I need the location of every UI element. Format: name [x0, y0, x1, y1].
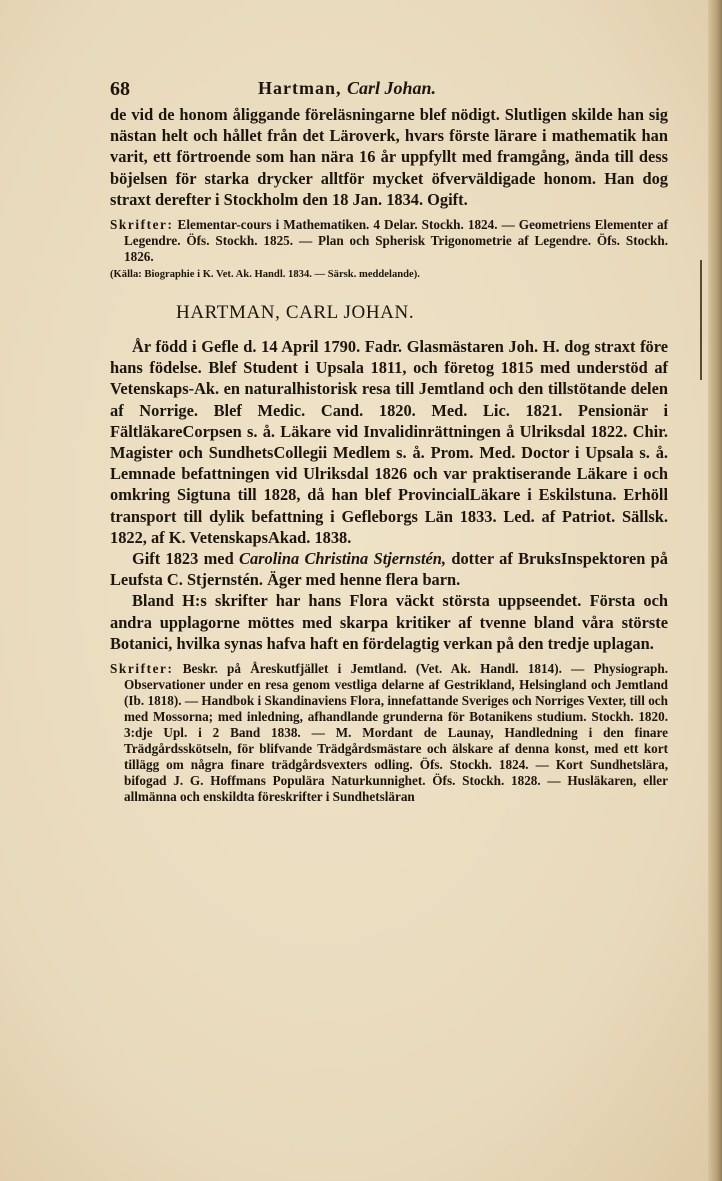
entry-writings: [110, 661, 668, 805]
previous-entry-writings: [110, 217, 668, 265]
entry-paragraph-2: [110, 548, 668, 590]
margin-mark: [700, 260, 702, 380]
entry-paragraph-1: År född i Gefle d. 14 April 1790. Fadr. Glasmästaren Joh. H. dog straxt före hans födelse. Blef Student i Upsala 1811, och företog 1815 med understöd af Vetenskaps-Ak. en naturalhistorisk resa till Jemtland och den tillstötande delen af Norrige. Blef Medic. Cand. 1820. Med. Lic. 1821. Pensionär i FältläkareCorpsen s. å. Läkare vid Invalidinrättningen å Ulriksdal 1822. Chir. Magister och SundhetsCollegii Medlem s. å. Prom. Med. Doctor i Upsala s. å. Lemnade befattningen vid Ulriksdal 1826 och var praktiserande Läkare i och omkring Sigtuna till 1828, då han blef ProvincialLäkare i Eskilstuna. Erhöll transport till dylik befattning i Gefleborgs Län 1833. Led. af Patriot. Sällsk. 1822, af K. VetenskapsAkad. 1838.: [110, 337, 668, 547]
entry-title: HARTMAN, CARL JOHAN.: [176, 302, 415, 324]
previous-entry-body: de vid de honom åliggande föreläsningarne blef nödigt. Slutligen skilde han sig nästan helt och hållet från det Läroverk, hvars förste lärare i mathematik han varit, ett förtroende som han nära 16 år uppfyllt med framgång, ända till dess böjelsen för starka drycker alltför mycket öfverväldigade honom. Han dog straxt derefter i Stockholm den 18 Jan. 1834. Ogift.: [110, 105, 668, 209]
marriage-text: Gift 1823 med: [132, 549, 234, 569]
writings-text: Beskr. på Åreskutfjället i Jemtland. (Vet. Ak. Handl. 1814). — Physiograph. Observationer under en resa genom vestliga delarne af Gestrikland, Helsingland och Jemtland (Ib. 1818). — Handbok i Skandinaviens Flora, innefattande Sveriges och Norriges Vexter, till och med Mossorna; med inledning, afhandlande grunderna för Botanikens studium. Stockh. 1820. 3:dje Upl. i 2 Band 1838. — M. Mordant de Launay, Handledning i den finare Trädgårdsskötseln, för blifvande Trädgårdsmästare och älskare af denna konst, med ett kort tillägg om några finare trädgårdsvexters odling. Öfs. Stockh. 1824. — Kort Sundhetslära, bifogad J. G. Hoffmans Populära Naturkunnighet. Öfs. Stockh. 1828. — Husläkaren, eller allmänna och enskildta föreskrifter i Sundhetsläran: [124, 661, 668, 805]
writings-text: Elementar-cours i Mathematiken. 4 Delar. Stockh. 1824. — Geometriens Elementer af Legendre. Öfs. Stockh. 1825. — Plan och Spherisk Trigonometrie af Legendre. Öfs. Stockh. 1826.: [124, 217, 669, 265]
writings-label: Skrifter:: [110, 217, 174, 233]
spouse-name: Carolina Christina Stjernstén,: [239, 549, 446, 569]
running-surname: Hartman,: [258, 78, 342, 98]
running-header: [110, 70, 668, 104]
marriage-text-cont: dotter af BruksInspektoren på Leufsta C. Stjernstén. Äger med henne flera barn.: [110, 549, 668, 590]
writings-label: Skrifter:: [110, 661, 174, 677]
page-number: 68: [110, 78, 130, 100]
running-title: [258, 78, 436, 99]
page-edge: [708, 0, 722, 1181]
page-content: [110, 70, 668, 805]
previous-entry-source: (Källa: Biographie i K. Vet. Ak. Handl. 1834. — Särsk. meddelande).: [110, 269, 420, 281]
entry-paragraph-3: Bland H:s skrifter har hans Flora väckt största uppseendet. Första och andra upplagorne möttes med skarpa kritiker af tvenne bland våra störste Botanici, hvilka synas hafva haft en fördelagtig verkan på den tredje uplagan.: [110, 591, 668, 653]
running-given-names: Carl Johan.: [347, 78, 437, 98]
